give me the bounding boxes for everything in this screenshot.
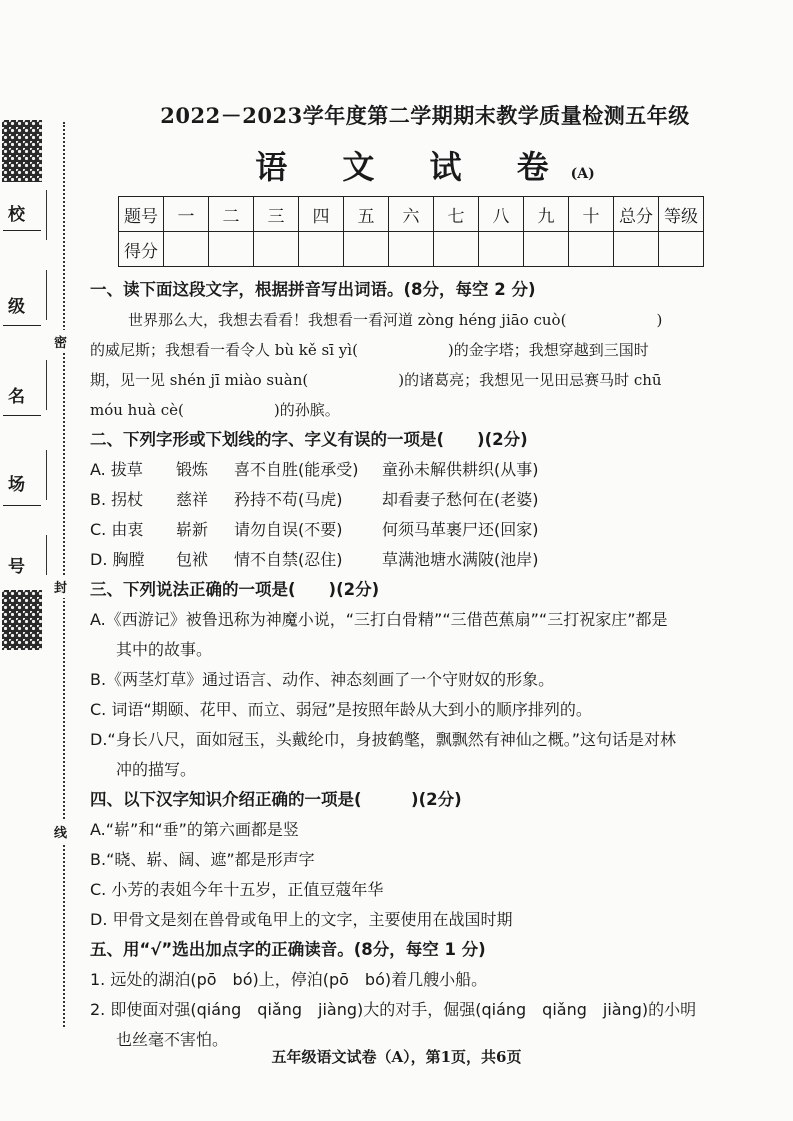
score-cell: 八 bbox=[479, 197, 524, 232]
question-5-line: 也丝毫不害怕。 bbox=[116, 1030, 229, 1049]
score-input-cell[interactable] bbox=[299, 232, 344, 267]
question-1-line: móu huà cè( )的孙膑。 bbox=[90, 401, 340, 419]
option-word: A. 拔草 bbox=[90, 460, 143, 479]
question-1-line: 期，见一见 shén jī miào suàn( )的诸葛亮；我想见一见田忌赛马时 chū bbox=[90, 371, 662, 389]
option-word: 矜持不苟(马虎) bbox=[234, 490, 343, 509]
score-input-cell[interactable] bbox=[254, 232, 299, 267]
question-2-head: 二、下列字形或下划线的字、字义有误的一项是( )(2分) bbox=[90, 430, 528, 449]
binding-margin bbox=[0, 120, 46, 1040]
option-word: 崭新 bbox=[176, 520, 209, 539]
option-word: 情不自禁(忍住) bbox=[234, 550, 343, 569]
decorative-pattern bbox=[2, 120, 42, 182]
subtitle-tag: (A) bbox=[570, 166, 595, 182]
exam-title: 2022－2023学年度第二学期期末教学质量检测五年级 bbox=[160, 103, 690, 128]
score-cell: 得分 bbox=[119, 232, 164, 267]
question-4-head: 四、以下汉字知识介绍正确的一项是( )(2分) bbox=[90, 790, 462, 809]
question-3-line: D.“身长八尺，面如冠玉，头戴纶巾，身披鹤氅，飘飘然有神仙之概。”这句话是对林 bbox=[90, 730, 676, 749]
score-cell: 四 bbox=[299, 197, 344, 232]
option-word: 草满池塘水满陂(池岸) bbox=[382, 550, 539, 569]
question-3-line: A.《西游记》被鲁迅称为神魔小说，“三打白骨精”“三借芭蕉扇”“三打祝家庄”都是 bbox=[90, 610, 668, 629]
score-cell: 九 bbox=[524, 197, 569, 232]
question-4-line: C. 小芳的表姐今年十五岁，正值豆蔻年华 bbox=[90, 880, 384, 899]
score-value-row bbox=[119, 232, 704, 267]
score-cell: 五 bbox=[344, 197, 389, 232]
label-room: 场 bbox=[8, 475, 25, 495]
question-3-head: 三、下列说法正确的一项是( )(2分) bbox=[90, 580, 380, 599]
option-word: 慈祥 bbox=[176, 490, 209, 509]
option-word: 请勿自误(不要) bbox=[234, 520, 343, 539]
question-3-line: C. 词语“期颐、花甲、而立、弱冠”是按照年龄从大到小的顺序排列的。 bbox=[90, 700, 592, 719]
exam-content bbox=[90, 100, 760, 1055]
label-school: 校 bbox=[8, 205, 25, 225]
option-word: 童孙未解供耕织(从事) bbox=[382, 460, 539, 479]
margin-rule bbox=[46, 535, 47, 575]
score-table bbox=[118, 196, 704, 267]
score-input-cell[interactable] bbox=[389, 232, 434, 267]
question-2-option-d bbox=[90, 545, 760, 575]
divider bbox=[3, 415, 41, 416]
margin-rule bbox=[46, 270, 47, 320]
score-cell: 二 bbox=[209, 197, 254, 232]
question-3-line: B.《两茎灯草》通过语言、动作、神态刻画了一个守财奴的形象。 bbox=[90, 670, 555, 689]
question-5-head: 五、用“√”选出加点字的正确读音。(8分，每空 1 分) bbox=[90, 940, 486, 959]
question-2-option-c bbox=[90, 515, 760, 545]
question-2-option-b bbox=[90, 485, 760, 515]
option-word: D. 胸膛 bbox=[90, 550, 145, 569]
score-header-row bbox=[119, 197, 704, 232]
score-cell: 题号 bbox=[119, 197, 164, 232]
question-5-line: 2. 即使面对强(qiáng qiǎng jiàng)大的对手，倔强(qiáng qiǎng jiàng)的小明 bbox=[90, 1000, 697, 1019]
option-word: B. 拐杖 bbox=[90, 490, 144, 509]
option-word: 却看妻子愁何在(老婆) bbox=[382, 490, 539, 509]
divider bbox=[3, 230, 41, 231]
option-word: 何须马革裹尸还(回家) bbox=[382, 520, 539, 539]
score-input-cell[interactable] bbox=[344, 232, 389, 267]
subtitle-text: 语 文 试 卷 bbox=[255, 148, 571, 186]
score-input-cell[interactable] bbox=[209, 232, 254, 267]
score-input-cell[interactable] bbox=[479, 232, 524, 267]
label-class: 级 bbox=[8, 297, 25, 317]
option-word: 锻炼 bbox=[176, 460, 209, 479]
seal-char-feng: 封 bbox=[54, 575, 67, 598]
exam-subtitle bbox=[90, 142, 760, 186]
question-3-line: 其中的故事。 bbox=[116, 640, 213, 659]
margin-rule bbox=[46, 450, 47, 500]
score-input-cell[interactable] bbox=[614, 232, 659, 267]
option-word: 喜不自胜(能承受) bbox=[234, 460, 359, 479]
seal-char-mi: 密 bbox=[54, 330, 67, 353]
score-cell: 七 bbox=[434, 197, 479, 232]
question-5-line: 1. 远处的湖泊(pō bó)上，停泊(pō bó)着几艘小船。 bbox=[90, 970, 488, 989]
score-cell: 十 bbox=[569, 197, 614, 232]
question-4-line: A.“崭”和“垂”的第六画都是竖 bbox=[90, 820, 299, 839]
option-word: 包袱 bbox=[176, 550, 209, 569]
margin-rule bbox=[46, 190, 47, 240]
question-1-line: 世界那么大，我想去看看！我想看一看河道 zòng héng jiāo cuò( ) bbox=[128, 311, 663, 329]
margin-rule bbox=[46, 360, 47, 410]
score-cell: 总分 bbox=[614, 197, 659, 232]
decorative-pattern bbox=[2, 590, 42, 650]
question-3-line: 冲的描写。 bbox=[116, 760, 197, 779]
question-1-line: 的威尼斯；我想看一看令人 bù kě sī yì( )的金字塔；我想穿越到三国时 bbox=[90, 341, 649, 359]
score-cell: 等级 bbox=[659, 197, 704, 232]
score-input-cell[interactable] bbox=[659, 232, 704, 267]
score-input-cell[interactable] bbox=[164, 232, 209, 267]
score-input-cell[interactable] bbox=[524, 232, 569, 267]
question-4-line: D. 甲骨文是刻在兽骨或龟甲上的文字，主要使用在战国时期 bbox=[90, 910, 513, 929]
page-footer: 五年级语文试卷（A），第1页，共6页 bbox=[271, 1048, 522, 1066]
question-2-option-a bbox=[90, 455, 760, 485]
score-input-cell[interactable] bbox=[434, 232, 479, 267]
option-word: C. 由衷 bbox=[90, 520, 144, 539]
score-cell: 三 bbox=[254, 197, 299, 232]
divider bbox=[3, 505, 41, 506]
question-4-line: B.“晓、崭、阔、遮”都是形声字 bbox=[90, 850, 315, 869]
seal-char-xian: 线 bbox=[54, 820, 67, 843]
question-1-head: 一、读下面这段文字，根据拼音写出词语。(8分，每空 2 分) bbox=[90, 280, 536, 299]
divider bbox=[3, 325, 41, 326]
label-number: 号 bbox=[8, 557, 25, 577]
score-cell: 一 bbox=[164, 197, 209, 232]
label-name: 名 bbox=[8, 387, 25, 407]
score-cell: 六 bbox=[389, 197, 434, 232]
score-input-cell[interactable] bbox=[569, 232, 614, 267]
